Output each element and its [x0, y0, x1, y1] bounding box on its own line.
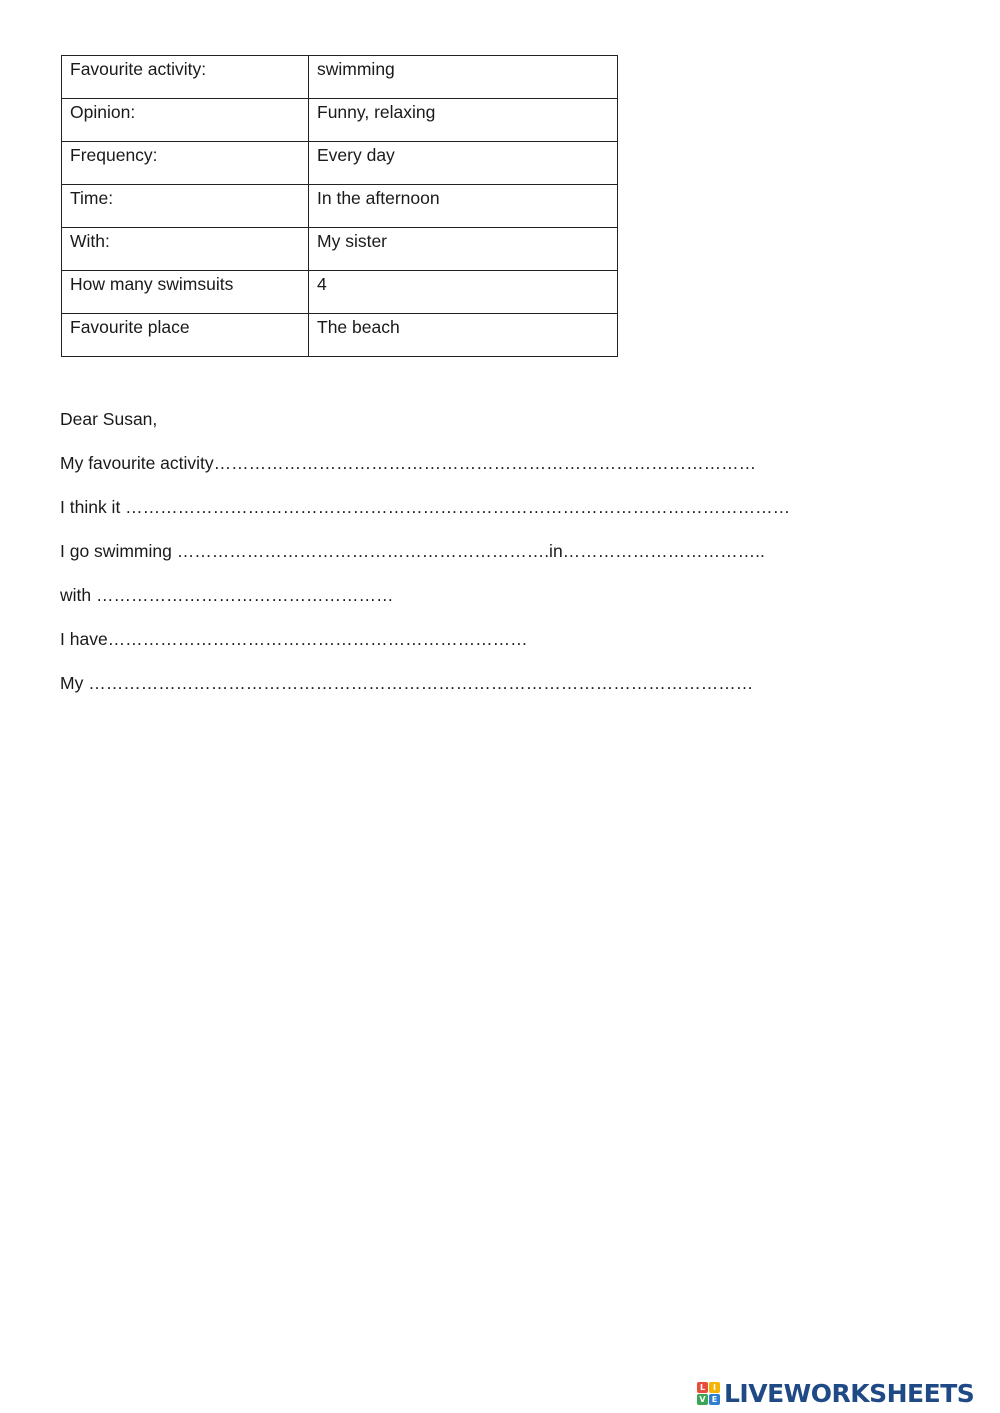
row-value: My sister	[309, 228, 618, 271]
letter-line-opinion: I think it ……………………………………………………………………………………………………	[60, 497, 791, 517]
logo-mark-letter: E	[709, 1394, 720, 1405]
letter-section	[60, 407, 960, 715]
table-row	[62, 228, 618, 271]
letter-greeting: Dear Susan,	[60, 409, 158, 429]
logo-mark-letter: L	[697, 1382, 708, 1393]
row-label: How many swimsuits	[62, 271, 309, 314]
row-label: Frequency:	[62, 142, 309, 185]
row-value: In the afternoon	[309, 185, 618, 228]
logo-mark-letter: V	[697, 1394, 708, 1405]
letter-line-have: I have………………………………………………………………	[60, 629, 528, 649]
row-label: With:	[62, 228, 309, 271]
row-value: Funny, relaxing	[309, 99, 618, 142]
letter-line-activity: My favourite activity…………………………………………………………………………………	[60, 453, 757, 473]
liveworksheets-logo	[697, 1377, 974, 1409]
logo-mark-letter: I	[709, 1382, 720, 1393]
row-label: Favourite activity:	[62, 56, 309, 99]
row-label: Time:	[62, 185, 309, 228]
letter-line-frequency: I go swimming ……………………………………………………….in……………………………..	[60, 541, 765, 561]
row-value: Every day	[309, 142, 618, 185]
row-label: Opinion:	[62, 99, 309, 142]
table-row	[62, 142, 618, 185]
row-value: The beach	[309, 314, 618, 357]
logo-text: LIVEWORKSHEETS	[724, 1378, 975, 1408]
table-row	[62, 185, 618, 228]
row-value: swimming	[309, 56, 618, 99]
letter-line-place: My ……………………………………………………………………………………………………	[60, 673, 754, 693]
letter-line-with: with ……………………………………………	[60, 585, 394, 605]
logo-mark-icon	[697, 1382, 720, 1405]
table-row	[62, 99, 618, 142]
info-table	[61, 55, 618, 357]
table-row	[62, 314, 618, 357]
row-label: Favourite place	[62, 314, 309, 357]
table-row	[62, 56, 618, 99]
row-value: 4	[309, 271, 618, 314]
table-row	[62, 271, 618, 314]
